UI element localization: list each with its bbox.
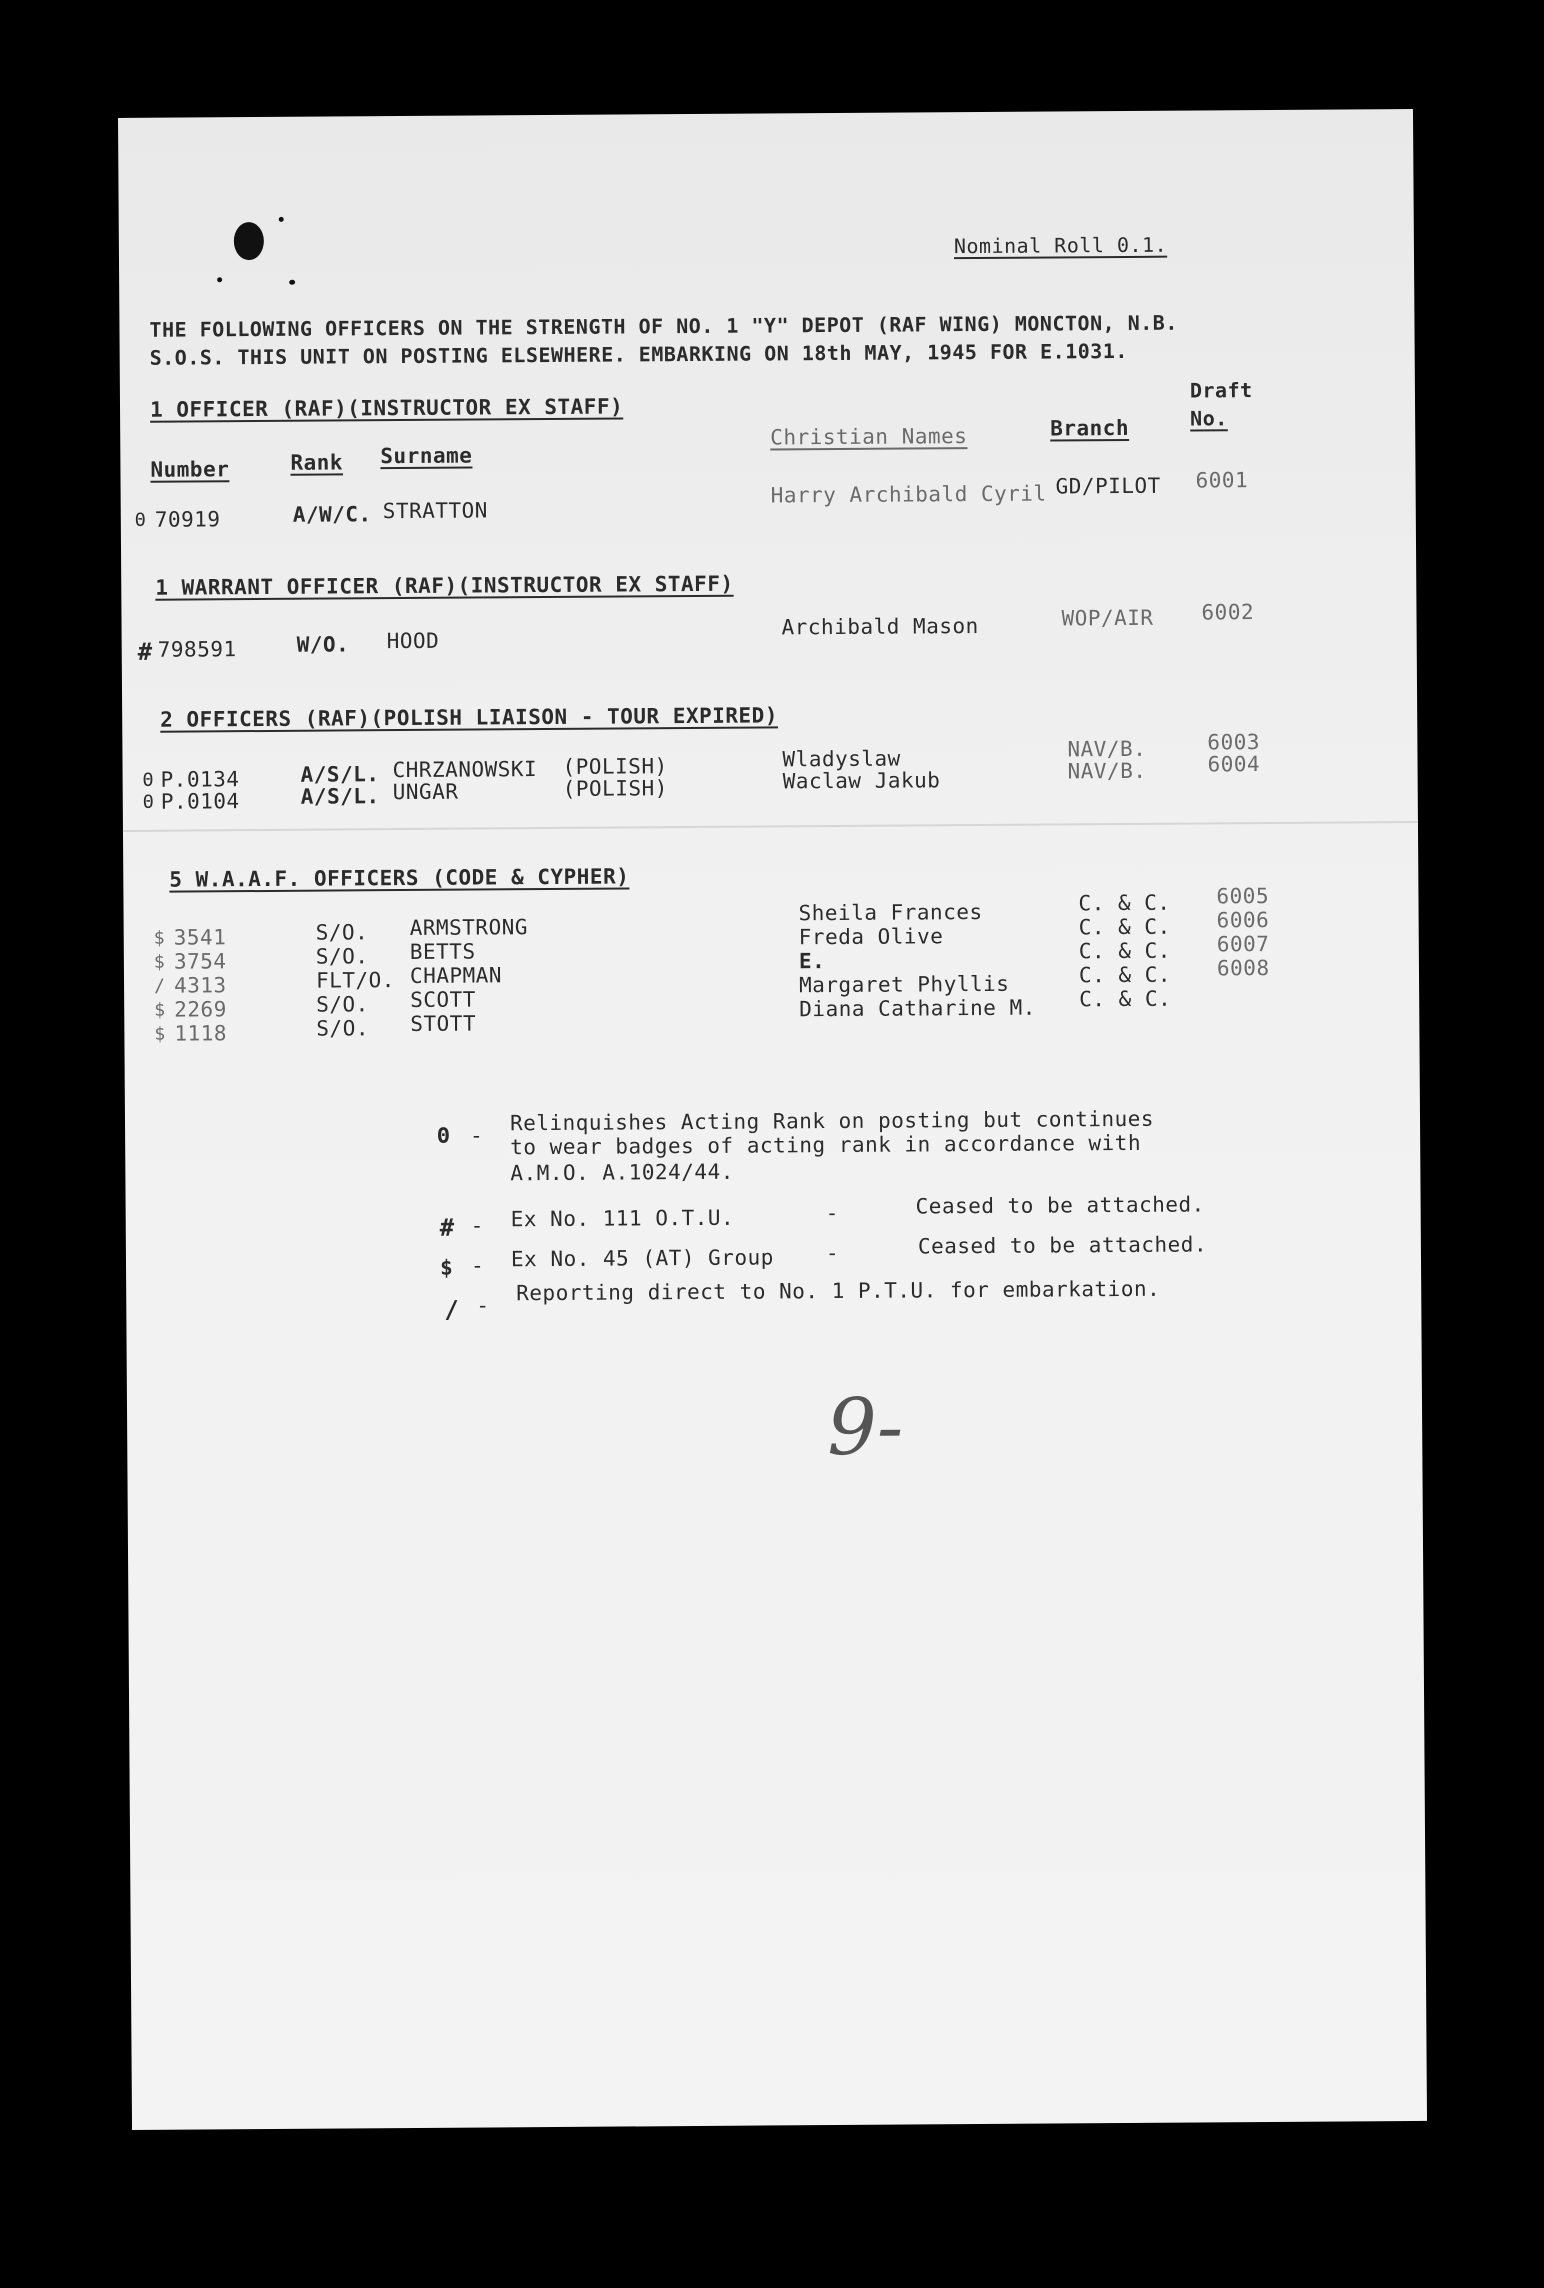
row-branch: GD/PILOT [1055, 473, 1161, 499]
row-surname: BETTS [409, 939, 476, 964]
row-draft-no: 6002 [1201, 600, 1255, 625]
legend-status: Ceased to be attached. [917, 1232, 1208, 1259]
row-draft-no: 6006 [1216, 907, 1270, 933]
legend-symbol: # [439, 1213, 455, 1242]
row-christian-names: Archibald Mason [781, 614, 979, 640]
row-number: 70919 [154, 507, 221, 532]
row-draft-no: 6001 [1195, 468, 1249, 493]
row-number: 4313 [173, 973, 227, 998]
row-surname: HOOD [386, 628, 440, 654]
row-mark: $ [153, 927, 166, 949]
legend-text: Ex No. 111 O.T.U. [510, 1205, 735, 1232]
row-draft-no: 6004 [1207, 752, 1261, 777]
row-mark: $ [154, 1023, 166, 1045]
section-title-warrant-officer: 1 WARRANT OFFICER (RAF)(INSTRUCTOR EX STAFF) [155, 571, 734, 600]
legend-text-line1: Relinquishes Acting Rank on posting but continues [509, 1106, 1155, 1136]
row-number: 2269 [174, 997, 227, 1022]
row-branch: NAV/B. [1067, 758, 1147, 784]
column-header-number: Number [150, 457, 230, 482]
column-header-branch: Branch [1050, 415, 1130, 441]
row-number: 1118 [174, 1021, 228, 1046]
heading-line-1: THE FOLLOWING OFFICERS ON THE STRENGTH OF NO. 1 "Y" DEPOT (RAF WING) MONCTON, N.B. [149, 310, 1178, 342]
heading-line-2: S.O.S. THIS UNIT ON POSTING ELSEWHERE. EMBARKING ON 18th MAY, 1945 FOR E.1031. [149, 338, 1128, 370]
row-rank: FLT/O. [315, 968, 395, 993]
legend-text-line3: A.M.O. A.1024/44. [510, 1159, 734, 1186]
legend-dash: - [470, 1123, 484, 1148]
row-note: (POLISH) [562, 776, 668, 801]
legend-dash: - [476, 1293, 490, 1318]
row-rank: A/S/L. [300, 784, 380, 809]
row-draft-no: 6003 [1207, 730, 1261, 755]
row-branch: WOP/AIR [1061, 605, 1154, 631]
legend-symbol: Θ [437, 1123, 451, 1148]
row-number: 798591 [157, 637, 237, 662]
ink-speck [289, 280, 295, 285]
row-rank: S/O. [315, 944, 369, 969]
legend-dash-2: - [825, 1240, 840, 1266]
ink-speck [279, 217, 284, 222]
row-number: 3754 [173, 949, 227, 974]
row-christian-names: Harry Archibald Cyril [770, 481, 1047, 508]
legend-symbol: / [444, 1295, 460, 1324]
row-christian-names: Freda Olive [798, 924, 944, 950]
row-surname: STOTT [410, 1011, 477, 1036]
row-surname: SCOTT [410, 987, 476, 1012]
row-mark: $ [153, 951, 166, 973]
row-note: (POLISH) [562, 754, 668, 779]
row-mark: $ [154, 999, 166, 1021]
column-header-rank: Rank [290, 450, 344, 475]
row-mark: Θ [142, 791, 155, 813]
row-rank: W/O. [296, 632, 350, 657]
legend-symbol: $ [439, 1255, 454, 1280]
ink-blot [234, 222, 264, 260]
draft-no-header-line1: Draft [1189, 378, 1253, 403]
row-draft-no: 6007 [1216, 931, 1270, 957]
row-christian-names: Sheila Frances [798, 899, 983, 926]
row-christian-names: E. [798, 949, 826, 974]
row-rank: A/W/C. [292, 502, 372, 527]
row-surname: UNGAR [392, 779, 459, 805]
row-surname: ARMSTRONG [409, 915, 529, 940]
legend-dash-2: - [825, 1200, 839, 1226]
legend-status: Ceased to be attached. [915, 1192, 1205, 1219]
row-rank: S/O. [316, 1016, 370, 1041]
document-sheet [118, 109, 1427, 2130]
row-branch: C. & C. [1079, 986, 1172, 1012]
row-branch: C. & C. [1078, 914, 1171, 940]
row-branch: C. & C. [1078, 890, 1171, 916]
row-rank: S/O. [315, 920, 369, 945]
section-title-waaf-officers: 5 W.A.A.F. OFFICERS (CODE & CYPHER) [169, 864, 630, 892]
legend-text: Reporting direct to No. 1 P.T.U. for embarkation. [516, 1276, 1161, 1306]
row-number: P.0104 [160, 789, 240, 814]
row-number: P.0134 [160, 767, 240, 792]
roll-title: Nominal Roll 0.1. [953, 232, 1168, 259]
row-mark: Θ [142, 769, 155, 791]
row-christian-names: Waclaw Jakub [782, 768, 941, 794]
row-christian-names: Margaret Phyllis [798, 971, 1010, 998]
row-mark: Θ [134, 509, 147, 531]
section-title-officer-raf: 1 OFFICER (RAF)(INSTRUCTOR EX STAFF) [149, 394, 624, 422]
row-surname: STRATTON [382, 498, 488, 524]
row-rank: S/O. [316, 992, 369, 1017]
column-header-surname: Surname [380, 443, 473, 469]
section-title-polish-liaison: 2 OFFICERS (RAF)(POLISH LIAISON - TOUR EXPIRED) [160, 703, 779, 732]
row-christian-names: Wladyslaw [782, 746, 901, 772]
legend-text: Ex No. 45 (AT) Group [510, 1245, 774, 1272]
draft-no-header-line2: No. [1190, 406, 1228, 431]
ink-speck [217, 277, 222, 282]
row-number: 3541 [173, 925, 227, 950]
row-surname: CHAPMAN [409, 963, 503, 988]
row-branch: C. & C. [1078, 938, 1171, 964]
legend-dash: - [470, 1213, 484, 1238]
row-rank: A/S/L. [300, 762, 380, 787]
row-surname: CHRZANOWSKI [392, 757, 538, 783]
row-draft-no: 6008 [1216, 955, 1270, 981]
row-branch: NAV/B. [1067, 736, 1147, 762]
legend-dash: - [470, 1253, 485, 1278]
row-mark: # [137, 637, 153, 666]
row-mark: / [153, 975, 166, 997]
handwritten-page-number: 9- [826, 1382, 904, 1474]
row-draft-no: 6005 [1216, 883, 1270, 909]
paper-fold-line [123, 821, 1418, 832]
legend-text-line2: to wear badges of acting rank in accordance with [510, 1130, 1142, 1160]
row-christian-names: Diana Catharine M. [799, 995, 1036, 1022]
row-branch: C. & C. [1078, 962, 1172, 988]
column-header-christian-names: Christian Names [770, 424, 968, 450]
